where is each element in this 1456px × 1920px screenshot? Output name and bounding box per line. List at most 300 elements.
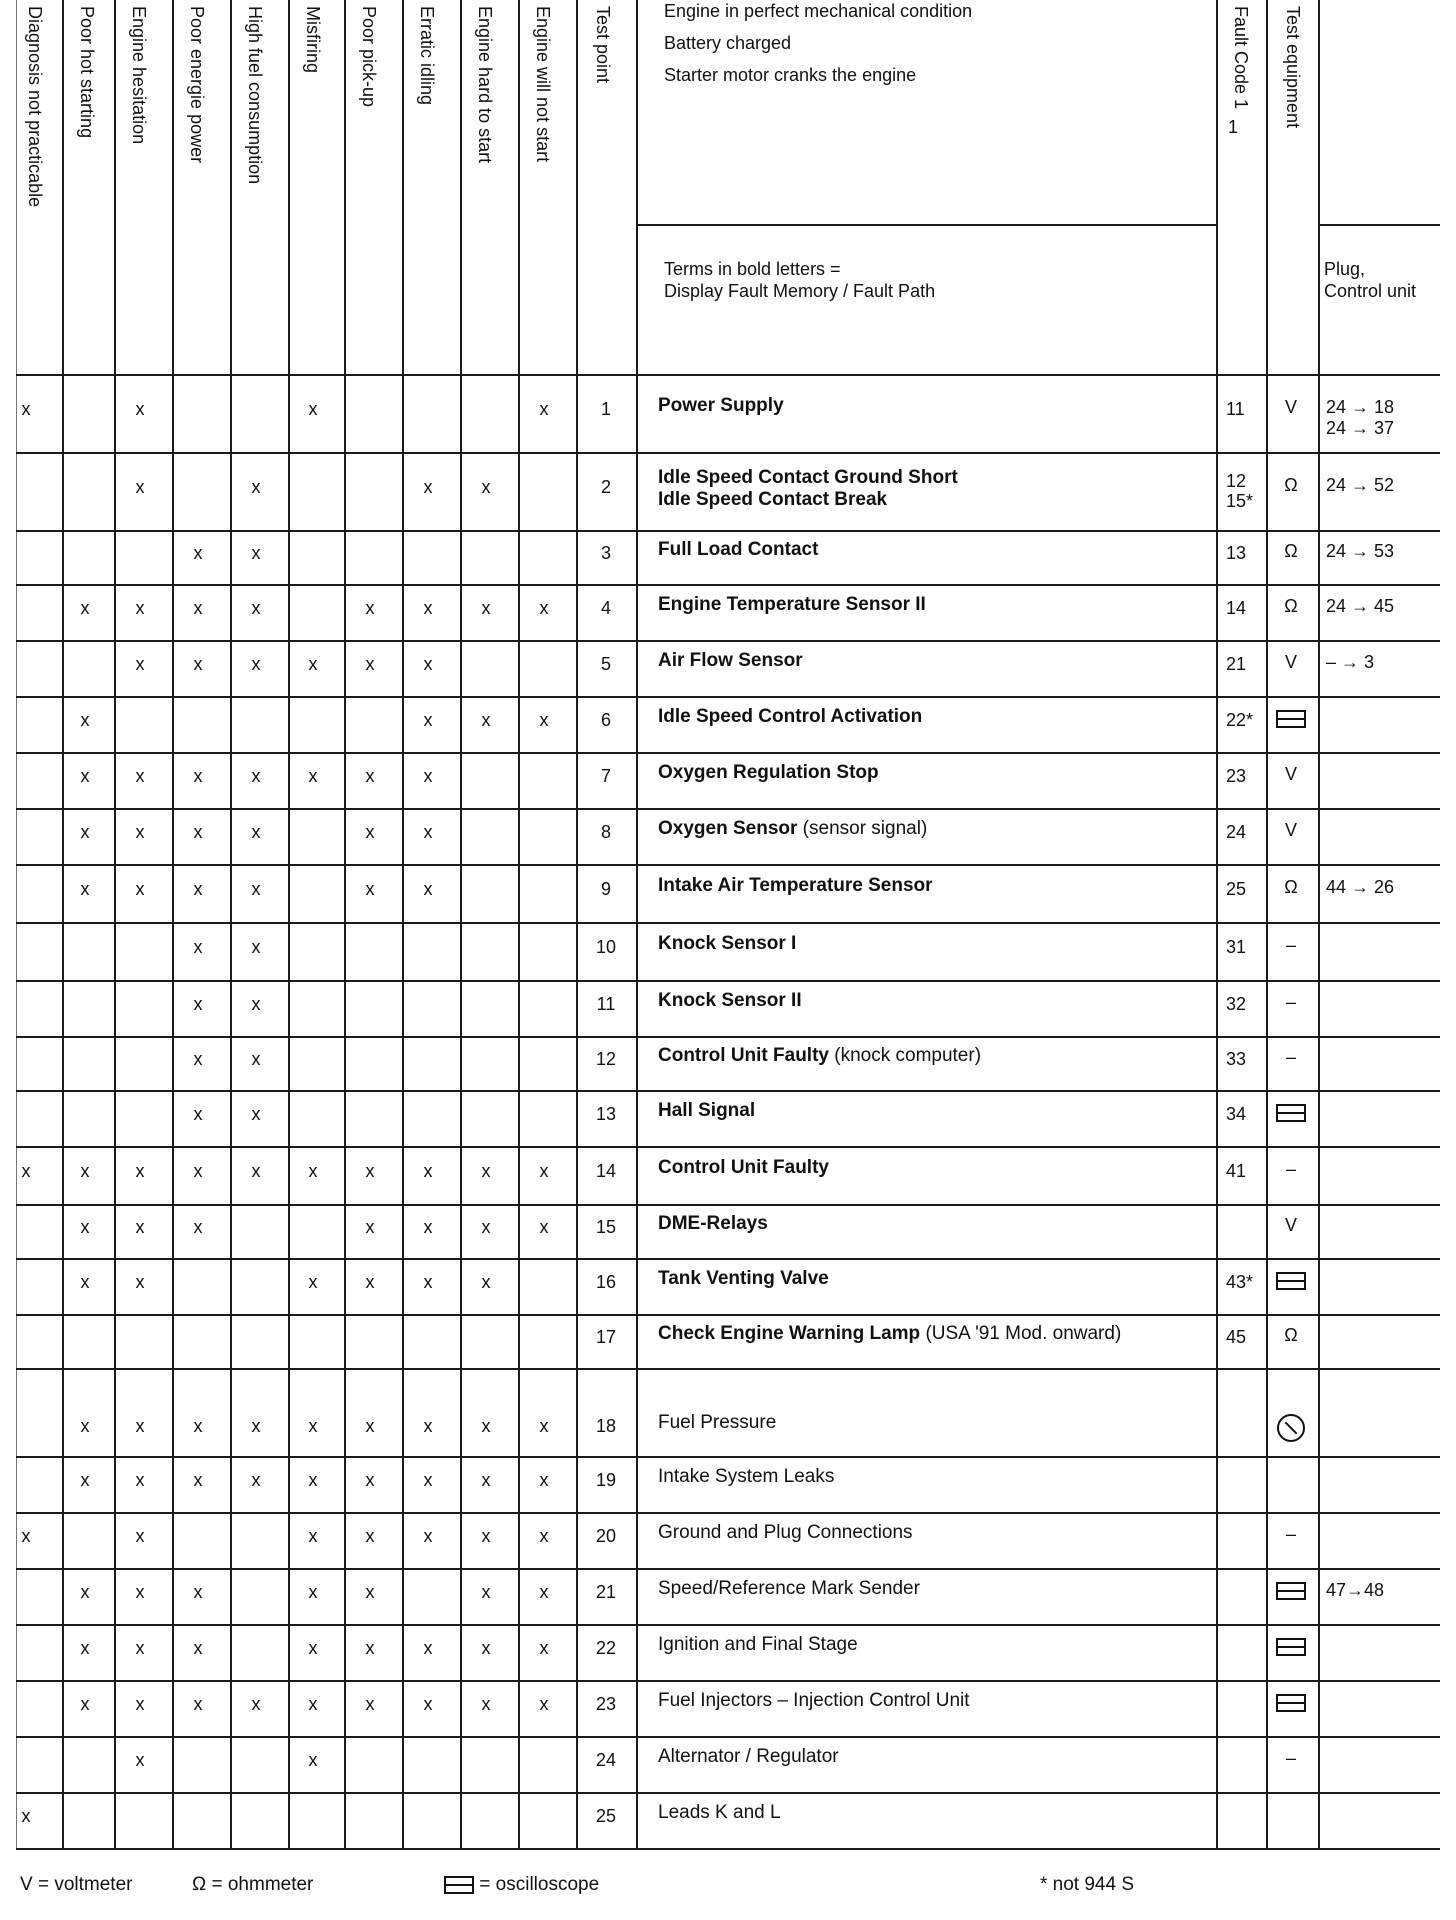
mark-x: x (539, 1161, 549, 1181)
mark-x: x (193, 1638, 203, 1658)
test-equipment: – (1285, 1748, 1296, 1768)
plug-pins (1326, 475, 1394, 496)
mark-x: x (423, 1217, 433, 1237)
mark-x: x (481, 477, 491, 497)
component-name (658, 706, 922, 728)
row-divider (16, 1680, 1440, 1682)
component-name (658, 1522, 913, 1544)
component-name-text: Full Load Contact (658, 539, 819, 560)
mark-x: x (365, 1416, 375, 1436)
component-name-text: Leads K and L (658, 1802, 781, 1823)
plug-pins (1326, 596, 1394, 617)
row-divider (16, 1456, 1440, 1458)
mark-x: x (80, 1217, 90, 1237)
mark-x: x (423, 1470, 433, 1490)
mark-x: x (251, 822, 261, 842)
mark-x: x (251, 1049, 261, 1069)
mark-x: x (481, 1694, 491, 1714)
test-point-number: 21 (595, 1582, 617, 1602)
oscilloscope-icon (1276, 1638, 1306, 1656)
component-name-text: Knock Sensor I (658, 933, 797, 954)
row-divider (16, 584, 1440, 586)
fault-code-value: 43* (1226, 1272, 1254, 1292)
mark-x: x (251, 1694, 261, 1714)
mark-x: x (251, 1161, 261, 1181)
test-equipment (1276, 708, 1306, 729)
header-misfiring: Misfiring (303, 6, 323, 74)
test-equipment: V (1284, 820, 1297, 840)
component-name-text: Idle Speed Control Activation (658, 706, 923, 727)
mark-x: x (539, 1416, 549, 1436)
mark-x: x (251, 1416, 261, 1436)
mark-x: x (21, 1526, 31, 1546)
component-note: (knock computer) (828, 1045, 982, 1066)
mark-x: x (135, 822, 145, 842)
mark-x: x (135, 1582, 145, 1602)
component-name-text: Tank Venting Valve (658, 1268, 829, 1289)
test-point-number: 19 (595, 1470, 617, 1490)
mark-x: x (539, 1526, 549, 1546)
legend-voltmeter: V = voltmeter (20, 1874, 133, 1895)
mark-x: x (539, 1638, 549, 1658)
mark-x: x (193, 1694, 203, 1714)
mark-x: x (539, 1217, 549, 1237)
column-divider (114, 0, 116, 1848)
mark-x: x (308, 1470, 318, 1490)
mark-x: x (365, 822, 375, 842)
mark-x: x (481, 1638, 491, 1658)
mark-x: x (135, 598, 145, 618)
column-divider (288, 0, 290, 1848)
component-name-text: Idle Speed Contact Break (658, 489, 888, 510)
test-equipment: Ω (1284, 541, 1298, 561)
column-divider (62, 0, 64, 1848)
test-equipment: Ω (1284, 475, 1298, 495)
test-point-number: 16 (595, 1272, 617, 1292)
component-name (658, 1268, 829, 1290)
mark-x: x (193, 822, 203, 842)
fault-code-value: 21 (1226, 654, 1247, 674)
component-name (658, 1578, 920, 1600)
component-name-text: Oxygen Regulation Stop (658, 762, 879, 783)
row-divider (16, 1568, 1440, 1570)
mark-x: x (193, 766, 203, 786)
component-name (658, 1412, 776, 1434)
mark-x: x (193, 1416, 203, 1436)
component-name (658, 762, 879, 784)
fault-code-value: 11 (1226, 399, 1245, 419)
component-name (658, 467, 958, 511)
mark-x: x (21, 399, 31, 419)
row-divider (16, 808, 1440, 810)
mark-x: x (193, 1104, 203, 1124)
test-point-number: 22 (595, 1638, 617, 1658)
mark-x: x (135, 1694, 145, 1714)
test-point-number: 10 (595, 937, 617, 957)
mark-x: x (423, 1638, 433, 1658)
mark-x: x (539, 598, 549, 618)
column-divider (344, 0, 346, 1848)
row-divider (16, 1146, 1440, 1148)
header-poor-energie-power: Poor energie power (187, 6, 207, 164)
component-note: (USA '91 Mod. onward) (920, 1323, 1122, 1344)
fault-code (1226, 1161, 1246, 1181)
legend-footnote: * not 944 S (1040, 1874, 1135, 1895)
fault-code (1226, 710, 1253, 730)
mark-x: x (193, 1470, 203, 1490)
column-divider (576, 0, 578, 1848)
oscilloscope-icon (1276, 1104, 1306, 1122)
mark-x: x (80, 766, 90, 786)
test-equipment (1276, 1636, 1306, 1657)
test-equipment: V (1284, 1215, 1297, 1235)
mark-x: x (308, 1416, 318, 1436)
mark-x: x (308, 399, 318, 419)
component-name-text: Fuel Injectors – Injection Control Unit (658, 1690, 970, 1711)
column-divider (1318, 0, 1320, 1848)
plug-pin-pair: 24 → 52 (1326, 475, 1395, 495)
mark-x: x (193, 1582, 203, 1602)
mark-x: x (135, 879, 145, 899)
test-equipment: V (1284, 652, 1297, 672)
left-border (16, 0, 17, 1848)
fault-code (1226, 399, 1245, 419)
column-divider (402, 0, 404, 1848)
mark-x: x (365, 654, 375, 674)
mark-x: x (308, 1272, 318, 1292)
mark-x: x (135, 1750, 145, 1770)
mark-x: x (80, 879, 90, 899)
mark-x: x (135, 1416, 145, 1436)
mark-x: x (423, 598, 433, 618)
plug-pin-pair: 47→48 (1326, 1580, 1385, 1600)
mark-x: x (365, 1638, 375, 1658)
component-name (658, 594, 926, 616)
mark-x: x (80, 1638, 90, 1658)
mark-x: x (135, 654, 145, 674)
column-divider (636, 0, 638, 1848)
fault-code-value: 45 (1226, 1327, 1247, 1347)
test-equipment (1276, 1270, 1306, 1291)
mark-x: x (193, 543, 203, 563)
row-divider (16, 374, 1440, 376)
test-point-number: 15 (595, 1217, 617, 1237)
test-point-number: 17 (595, 1327, 617, 1347)
test-point-number: 12 (595, 1049, 617, 1069)
fault-code (1226, 1104, 1246, 1124)
component-name (658, 1323, 1121, 1345)
mark-x: x (135, 1526, 145, 1546)
plug-pins (1326, 541, 1394, 562)
fault-code (1226, 1327, 1246, 1347)
test-equipment: – (1285, 1159, 1296, 1179)
component-name-text: Control Unit Faulty (658, 1045, 829, 1066)
mark-x: x (80, 822, 90, 842)
mark-x: x (423, 1694, 433, 1714)
condition-line: Engine in perfect mechanical condition (664, 1, 973, 21)
header-poor-pick-up: Poor pick-up (359, 6, 379, 108)
header-test-equipment: Test equipment (1283, 6, 1303, 129)
mark-x: x (365, 1694, 375, 1714)
oscilloscope-icon (1276, 1694, 1306, 1712)
fault-code (1226, 994, 1246, 1014)
component-name (658, 650, 803, 672)
header-plug-control-unit: Plug, (1324, 259, 1366, 279)
component-name (658, 1157, 829, 1179)
test-point-number: 8 (600, 822, 611, 842)
fault-code (1226, 766, 1246, 786)
mark-x: x (365, 1582, 375, 1602)
test-point-number: 3 (600, 543, 611, 563)
plug-pin-pair: 24 → 18 (1326, 397, 1395, 417)
header-high-fuel-consumption: High fuel consumption (245, 6, 265, 185)
component-name-text: Oxygen Sensor (658, 818, 798, 839)
mark-x: x (308, 1638, 318, 1658)
fault-code (1226, 937, 1246, 957)
column-divider (1216, 0, 1218, 1848)
mark-x: x (423, 822, 433, 842)
fault-code-value: 12 (1226, 471, 1247, 491)
header-engine-hesitation: Engine hesitation (129, 6, 149, 145)
mark-x: x (308, 1161, 318, 1181)
component-name (658, 1045, 981, 1067)
mark-x: x (80, 1694, 90, 1714)
mark-x: x (481, 1217, 491, 1237)
fault-code-value: 41 (1226, 1161, 1247, 1181)
row-divider (16, 1736, 1440, 1738)
mark-x: x (365, 598, 375, 618)
component-note: (sensor signal) (797, 818, 928, 839)
row-divider (16, 1036, 1440, 1038)
test-equipment: – (1285, 1047, 1296, 1067)
mark-x: x (251, 1104, 261, 1124)
mark-x: x (423, 1161, 433, 1181)
mark-x: x (539, 710, 549, 730)
legend-ohmmeter: Ω = ohmmeter (192, 1874, 314, 1895)
mark-x: x (423, 477, 433, 497)
mark-x: x (135, 1217, 145, 1237)
mark-x: x (365, 1161, 375, 1181)
row-divider (16, 980, 1440, 982)
fault-code (1226, 879, 1246, 899)
component-name (658, 933, 796, 955)
oscilloscope-icon (444, 1876, 474, 1894)
mark-x: x (481, 1582, 491, 1602)
component-name-text: DME-Relays (658, 1213, 768, 1234)
test-point-number: 6 (600, 710, 611, 730)
component-name (658, 539, 818, 561)
plug-pin-pair: 24 → 53 (1326, 541, 1395, 561)
column-divider (518, 0, 520, 1848)
component-name (658, 990, 802, 1012)
plug-pins (1326, 1580, 1384, 1601)
test-equipment (1276, 1580, 1306, 1601)
fault-code (1226, 1049, 1246, 1069)
mark-x: x (365, 1272, 375, 1292)
test-equipment (1276, 1102, 1306, 1123)
mark-x: x (135, 1272, 145, 1292)
fault-code-value: 15* (1226, 491, 1254, 511)
row-divider (16, 1258, 1440, 1260)
row-divider (16, 530, 1440, 532)
component-name-text: Fuel Pressure (658, 1412, 777, 1433)
mark-x: x (193, 1049, 203, 1069)
column-divider (230, 0, 232, 1848)
mark-x: x (539, 399, 549, 419)
bold-terms-note: Terms in bold letters = (664, 259, 841, 279)
mark-x: x (135, 477, 145, 497)
oscilloscope-icon (1276, 710, 1306, 728)
oscilloscope-icon (1276, 1582, 1306, 1600)
mark-x: x (251, 1470, 261, 1490)
row-divider (16, 640, 1440, 642)
mark-x: x (135, 399, 145, 419)
mark-x: x (193, 1217, 203, 1237)
mark-x: x (193, 937, 203, 957)
mark-x: x (365, 766, 375, 786)
mark-x: x (251, 879, 261, 899)
legend-oscilloscope-label: = oscilloscope (479, 1874, 600, 1895)
mark-x: x (423, 879, 433, 899)
component-name-text: Ground and Plug Connections (658, 1522, 913, 1543)
mark-x: x (251, 766, 261, 786)
fault-code-value: 23 (1226, 766, 1247, 786)
mark-x: x (308, 1750, 318, 1770)
mark-x: x (135, 1638, 145, 1658)
test-point-number: 5 (600, 654, 611, 674)
component-name-text: Ignition and Final Stage (658, 1634, 858, 1655)
test-point-number: 13 (595, 1104, 617, 1124)
component-name (658, 1466, 834, 1488)
test-equipment: – (1285, 935, 1296, 955)
fault-code (1226, 1272, 1253, 1292)
pressure-gauge-icon (1277, 1414, 1305, 1442)
header-diagnosis-not-practicable: Diagnosis not practicable (25, 6, 45, 208)
row-divider (16, 452, 1440, 454)
component-name (658, 875, 933, 897)
component-name (658, 1634, 858, 1656)
fault-code-value: 34 (1226, 1104, 1247, 1124)
test-point-number: 2 (600, 477, 611, 497)
mark-x: x (193, 598, 203, 618)
test-point-number: 9 (600, 879, 611, 899)
row-divider (16, 1624, 1440, 1626)
mark-x: x (365, 1470, 375, 1490)
condition-line: Starter motor cranks the engine (664, 65, 917, 85)
mark-x: x (251, 598, 261, 618)
fault-code-value: 24 (1226, 822, 1247, 842)
mark-x: x (308, 1526, 318, 1546)
header-plug-control-unit: Control unit (1324, 281, 1417, 301)
component-name-text: Check Engine Warning Lamp (658, 1323, 921, 1344)
test-equipment: – (1285, 1524, 1296, 1544)
fault-code-value: 25 (1226, 879, 1247, 899)
header-test-point: Test point (593, 6, 613, 84)
test-point-number: 11 (596, 994, 616, 1014)
test-point-number: 14 (595, 1161, 617, 1181)
mark-x: x (251, 994, 261, 1014)
test-equipment: – (1285, 992, 1296, 1012)
mark-x: x (365, 1217, 375, 1237)
plug-divider (1318, 224, 1440, 226)
header-engine-hard-to-start: Engine hard to start (475, 6, 495, 164)
row-divider (16, 864, 1440, 866)
test-point-number: 4 (600, 598, 611, 618)
component-name (658, 395, 784, 417)
mark-x: x (481, 598, 491, 618)
test-point-number: 18 (595, 1416, 617, 1436)
mark-x: x (423, 1416, 433, 1436)
column-divider (1266, 0, 1268, 1848)
fault-code-value: 32 (1226, 994, 1247, 1014)
mark-x: x (80, 710, 90, 730)
component-name-text: Control Unit Faulty (658, 1157, 829, 1178)
row-divider (16, 696, 1440, 698)
test-point-number: 25 (595, 1806, 617, 1826)
component-name (658, 1746, 839, 1768)
test-equipment: Ω (1284, 877, 1298, 897)
mark-x: x (80, 1161, 90, 1181)
mark-x: x (135, 766, 145, 786)
mark-x: x (193, 879, 203, 899)
row-divider (16, 1792, 1440, 1794)
fault-code (1226, 598, 1246, 618)
mark-x: x (80, 598, 90, 618)
test-equipment: Ω (1284, 1325, 1298, 1345)
fault-code-subscript: 1 (1228, 117, 1239, 137)
mark-x: x (80, 1272, 90, 1292)
component-name (658, 1213, 768, 1235)
mark-x: x (539, 1470, 549, 1490)
component-name-text: Air Flow Sensor (658, 650, 803, 671)
plug-pins (1326, 397, 1394, 439)
plug-pin-pair: 24 → 45 (1326, 596, 1395, 616)
mark-x: x (251, 477, 261, 497)
mark-x: x (539, 1694, 549, 1714)
fault-code-value: 22* (1226, 710, 1254, 730)
mark-x: x (80, 1470, 90, 1490)
component-name-text: Power Supply (658, 395, 784, 416)
mark-x: x (308, 766, 318, 786)
mark-x: x (251, 654, 261, 674)
mark-x: x (251, 543, 261, 563)
mark-x: x (21, 1806, 31, 1826)
fault-code (1226, 543, 1246, 563)
test-point-number: 1 (600, 399, 611, 419)
header-erratic-idling: Erratic idling (417, 6, 437, 106)
mark-x: x (80, 1582, 90, 1602)
row-divider (16, 1314, 1440, 1316)
header-fault-code: Fault Code 1 (1231, 6, 1251, 110)
bold-terms-note: Display Fault Memory / Fault Path (664, 281, 936, 301)
fault-code-value: 33 (1226, 1049, 1247, 1069)
plug-pin-pair: 44 → 26 (1326, 877, 1395, 897)
mark-x: x (80, 1416, 90, 1436)
condition-line: Battery charged (664, 33, 792, 53)
column-divider (460, 0, 462, 1848)
mark-x: x (135, 1470, 145, 1490)
mark-x: x (365, 879, 375, 899)
row-divider (16, 1512, 1440, 1514)
mark-x: x (481, 1470, 491, 1490)
mark-x: x (308, 1582, 318, 1602)
component-name-text: Alternator / Regulator (658, 1746, 839, 1767)
conditions-divider (636, 224, 1216, 226)
component-name (658, 1690, 970, 1712)
fault-code-value: 13 (1226, 543, 1247, 563)
component-name-text: Speed/Reference Mark Sender (658, 1578, 920, 1599)
test-point-number: 7 (600, 766, 611, 786)
